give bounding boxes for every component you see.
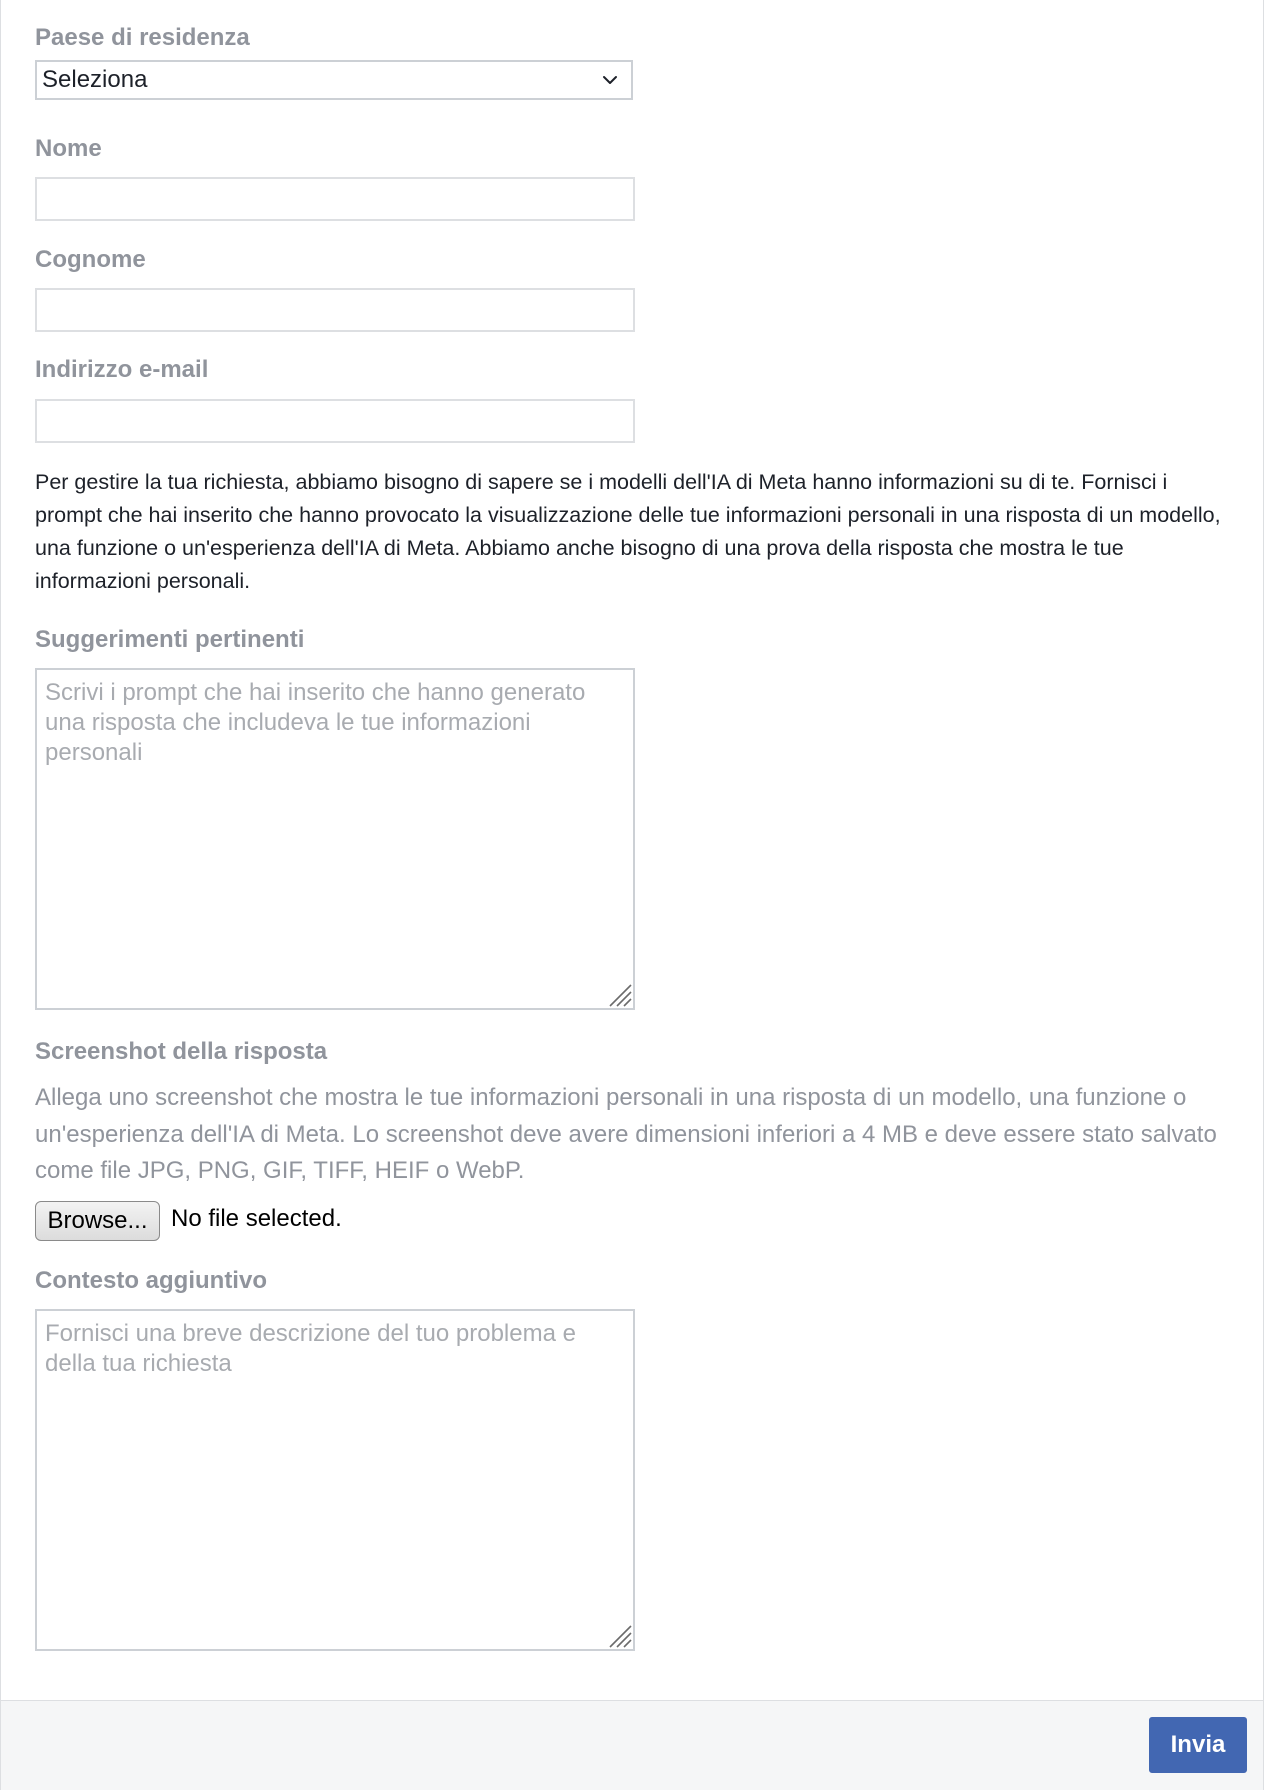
prompts-label: Suggerimenti pertinenti	[35, 626, 305, 653]
resize-handle-icon[interactable]	[606, 981, 632, 1007]
context-label: Contesto aggiuntivo	[35, 1267, 267, 1294]
screenshot-help: Allega uno screenshot che mostra le tue informazioni personali in una risposta di un modello, una funzione o un'esperienza dell'IA di Meta. Lo screenshot deve avere dimensioni inferiori a 4 MB e deve essere stato salvato come file JPG, PNG, GIF, TIFF, HEIF o WebP.	[35, 1084, 1217, 1184]
intro-text: Per gestire la tua richiesta, abbiamo bisogno di sapere se i modelli dell'IA di Meta hanno informazioni su di te. Fornisci i prompt che hai inserito che hanno provocato la visualizzazione delle tue informazioni personali in una risposta di un modello, una funzione o un'esperienza dell'IA di Meta. Abbiamo anche bisogno di una prova della risposta che mostra le tue informazioni personali.	[35, 470, 1221, 593]
chevron-down-icon	[601, 71, 619, 89]
form-footer	[1, 1700, 1263, 1790]
browse-button[interactable]: Browse...	[35, 1201, 160, 1241]
file-status: No file selected.	[171, 1205, 342, 1232]
prompts-textarea[interactable]	[35, 668, 635, 1010]
context-placeholder: Fornisci una breve descrizione del tuo problema e della tua richiesta	[45, 1320, 576, 1377]
resize-handle-icon[interactable]	[606, 1622, 632, 1648]
screenshot-label: Screenshot della risposta	[35, 1038, 328, 1065]
context-textarea[interactable]	[35, 1309, 635, 1651]
email-label: Indirizzo e-mail	[35, 356, 209, 383]
last-name-input[interactable]	[35, 288, 635, 332]
first-name-input[interactable]	[35, 177, 635, 221]
last-name-label: Cognome	[35, 246, 146, 273]
first-name-label: Nome	[35, 135, 102, 162]
prompts-placeholder: Scrivi i prompt che hai inserito che hanno generato una risposta che includeva le tue informazioni personali	[45, 679, 586, 766]
country-select[interactable]	[35, 60, 633, 100]
submit-button[interactable]: Invia	[1149, 1717, 1247, 1773]
country-label: Paese di residenza	[35, 24, 250, 51]
country-select-value: Seleziona	[42, 66, 148, 93]
email-input[interactable]	[35, 399, 635, 443]
